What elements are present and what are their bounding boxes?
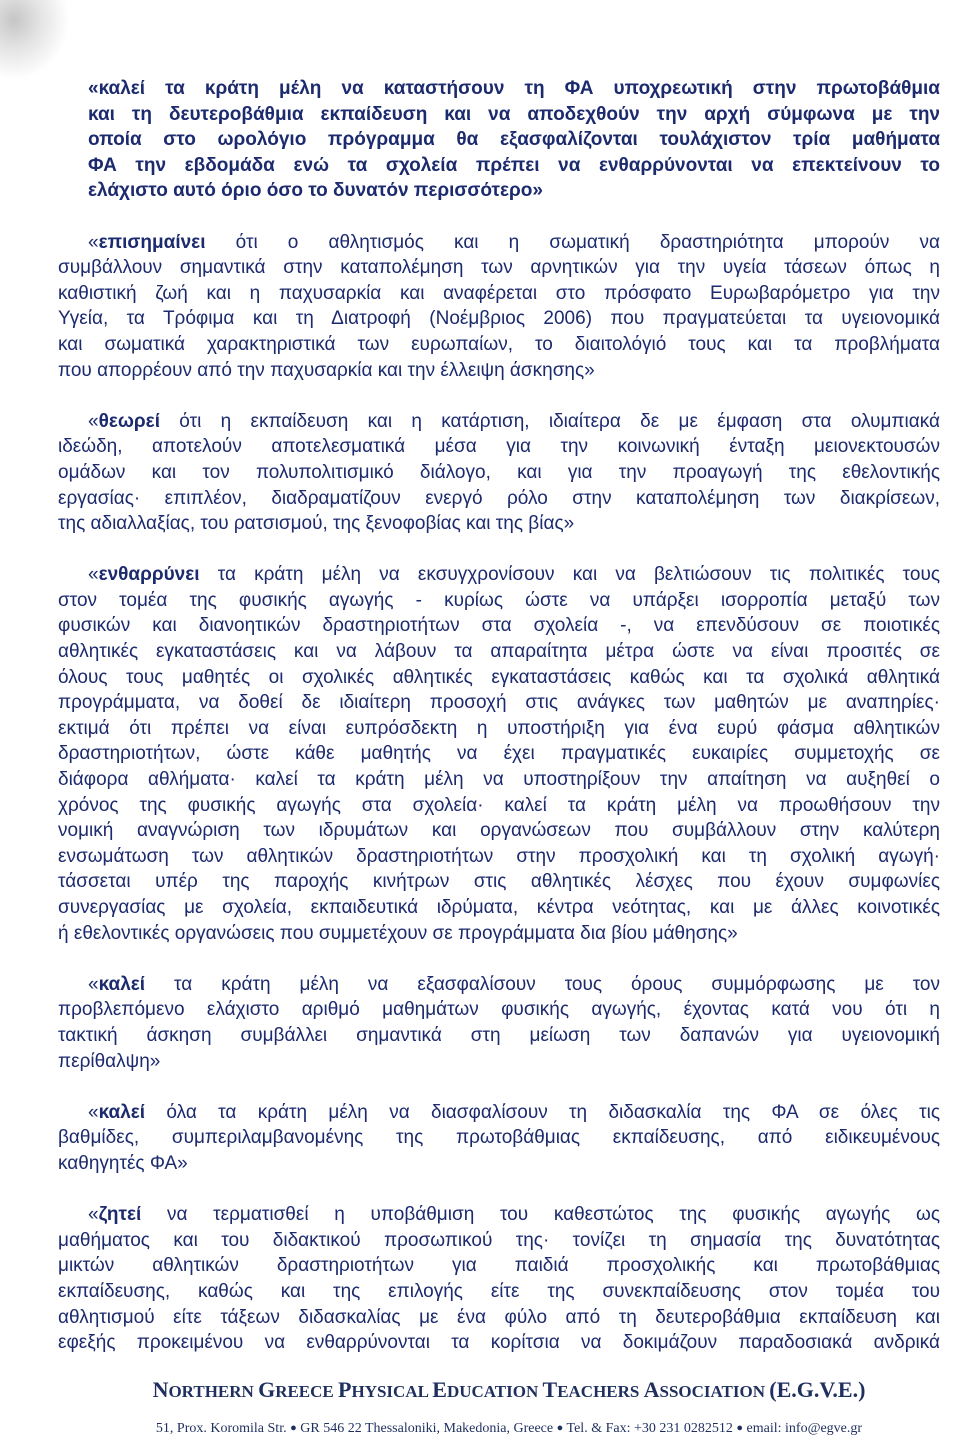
text-line: όλους τους μαθητές οι σχολικές αθλητικές εγκαταστάσεις καθώς και τα σχολικά αθλητικά xyxy=(58,666,940,688)
association-initial: P xyxy=(338,1377,352,1402)
text-line: ενσωμάτωση των αθλητικών δραστηριοτήτων στην προσχολική και τη σχολική αγωγή· xyxy=(58,845,940,867)
text-line: εκπαίδευσης, καθώς και της επιλογής είτε της συνεκπαίδευσης στον τομέα του xyxy=(58,1280,940,1302)
text-line: προγράμματα, να δοθεί δε ιδιαίτερη προσοχή στις ανάγκες των μαθητών με αναπηρίες· xyxy=(58,692,940,714)
opening-quote: « xyxy=(88,564,99,586)
text-line: χρόνος της φυσικής αγωγής στα σχολεία· καλεί τα κράτη μέλη να προωθήσουν την xyxy=(58,794,940,816)
opening-quote: « xyxy=(88,1101,99,1123)
opening-quote: « xyxy=(88,973,99,995)
clause-keyword: καλεί xyxy=(98,1101,146,1123)
association-initial: (E.G.V.E.) xyxy=(769,1377,866,1402)
clause-keyword: επισημαίνει xyxy=(98,231,206,253)
text-line: που απορρέουν από την παχυσαρκία και την έλλειψη άσκησης» xyxy=(58,359,595,381)
text-line: Υγεία, τα Τρόφιμα και τη Διατροφή (Νοέμβριος 2006) που πραγματεύεται τα υγειονομικά xyxy=(58,308,940,330)
text-line: της αδιαλλαξίας, του ρατσισμού, της ξενοφοβίας και της βίας» xyxy=(58,513,575,535)
text-line: ιδεώδη, αποτελούν αποτελεσματικά μέσα για την κοινωνική ένταξη μειονεκτουσών xyxy=(58,436,940,458)
clause-paragraph xyxy=(58,1202,940,1356)
text-line xyxy=(58,972,940,998)
text-line: βαθμίδες, συμπεριλαμβανομένης της πρωτοβάθμιας εκπαίδευσης, από ειδικευμένους xyxy=(58,1127,940,1149)
text-line: ομάδων και τον πολυπολιτισμικό διάλογο, και για την προαγωγή της εθελοντικής xyxy=(58,461,940,483)
bullet-separator: ● xyxy=(736,1422,744,1434)
association-initial: N xyxy=(152,1377,169,1402)
corner-watermark xyxy=(0,0,70,80)
text-line xyxy=(58,230,940,256)
footer-address: 51, Prox. Koromila Str. xyxy=(155,1421,287,1436)
association-initial: G xyxy=(258,1377,276,1402)
text-line: αθλητικές εγκαταστάσεις και να λάβουν τα απαραίτητα μέτρα ώστε να είναι προσιτές σε xyxy=(58,641,940,663)
clause-keyword: ενθαρρύνει xyxy=(98,564,200,586)
footer-phone: Tel. & Fax: +30 231 0282512 xyxy=(566,1421,733,1436)
text-line: οποία στο ωρολόγιο πρόγραμμα θα εξασφαλίζονται τουλάχιστον τρία μαθήματα xyxy=(88,129,940,151)
bullet-separator: ● xyxy=(556,1422,564,1434)
opening-quote: « xyxy=(88,410,99,432)
text-line: προβλεπόμενο ελάχιστο αριθμό μαθημάτων φυσικής αγωγής, έχοντας κατά νου ότι η xyxy=(58,999,940,1021)
text-line xyxy=(58,1100,940,1126)
text-line: εκτιμά ότι πρέπει να είναι ευπρόσδεκτη η υποστήριξη για ένα ευρύ φάσμα αθλητικών xyxy=(58,717,940,739)
text-line: εργασίας· επιπλέον, διαδραματίζουν ενεργό ρόλο στην καταπολέμηση των διακρίσεων, xyxy=(58,487,940,509)
text-line: καθιστική ζωή και η παχυσαρκία και αναφέρεται στο πρόσφατο Ευρωβαρόμετρο για την xyxy=(58,282,940,304)
association-initial: A xyxy=(643,1377,660,1402)
line-text: ότι η εκπαίδευση και η κατάρτιση, ιδιαίτερα δε με έμφαση στα ολυμπιακά xyxy=(179,410,940,432)
footer-city: GR 546 22 Thessaloniki, Makedonia, Greece xyxy=(300,1421,554,1436)
opening-quote: « xyxy=(88,231,99,253)
document-body xyxy=(58,76,940,1381)
clause-paragraph xyxy=(58,972,940,1074)
text-line: και τη δευτεροβάθμια εκπαίδευση και να αποδεχθούν την αρχή σύμφωνα με την xyxy=(88,103,940,125)
footer-contact xyxy=(58,1419,960,1438)
line-text: τα κράτη μέλη να εκσυγχρονίσουν και να βελτιώσουν τις πολιτικές τους xyxy=(217,564,940,586)
association-initial: E xyxy=(432,1377,447,1402)
association-name: NORTHERN GREECE PHYSICAL EDUCATION TEACHERS ASSOCIATION (E.G.V.E.) xyxy=(152,1377,866,1402)
text-line: ή εθελοντικές οργανώσεις που συμμετέχουν σε προγράμματα δια βίου μάθησης» xyxy=(58,922,738,944)
clause-keyword: καλεί xyxy=(98,973,146,995)
clause-paragraph xyxy=(58,230,940,384)
text-line: μικτών αθλητικών δραστηριοτήτων για παιδιά προσχολικής και πρωτοβάθμιας xyxy=(58,1255,940,1277)
text-line: «καλεί τα κράτη μέλη να καταστήσουν τη ΦΑ υποχρεωτική στην πρωτοβάθμια xyxy=(88,78,940,99)
text-line: ελάχιστο αυτό όριο όσο το δυνατόν περισσότερο» xyxy=(88,180,543,202)
footer-email: email: info@egve.gr xyxy=(746,1421,863,1436)
association-initial: T xyxy=(542,1377,558,1402)
clause-keyword: ζητεί xyxy=(98,1204,142,1226)
clause-paragraph xyxy=(58,562,940,946)
text-line xyxy=(58,562,940,588)
line-text: ότι ο αθλητισμός και η σωματική δραστηριότητα μπορούν να xyxy=(235,231,940,253)
text-line: τάσσεται υπέρ της παροχής κινήτρων στις αθλητικές λέσχες που έχουν συμφωνίες xyxy=(58,871,940,893)
line-text: όλα τα κράτη μέλη να διασφαλίσουν τη διδασκαλία της ΦΑ σε όλες τις xyxy=(166,1101,940,1123)
text-line: νομική αναγνώριση των ιδρυμάτων και οργανώσεων που συμβάλλουν στην καλύτερη xyxy=(58,820,940,842)
text-line: ΦΑ την εβδομάδα ενώ τα σχολεία πρέπει να ενθαρρύνονται να επεκτείνουν το xyxy=(88,154,940,176)
clause-keyword: θεωρεί xyxy=(98,410,160,432)
text-line xyxy=(58,1202,940,1228)
text-line: στον τομέα της φυσικής αγωγής - κυρίως ώστε να υπάρξει ισορροπία μεταξύ των xyxy=(58,589,940,611)
text-line: δραστηριοτήτων, ώστε κάθε μαθητής να έχει πραγματικές ευκαιρίες συμμετοχής σε xyxy=(58,743,940,765)
clause-paragraph xyxy=(58,1100,940,1177)
text-line: εφεξής προκειμένου να ενθαρρύνονται τα κορίτσια να δοκιμάζουν παραδοσιακά ανδρικά xyxy=(58,1332,940,1354)
text-line xyxy=(58,409,940,435)
text-line: μαθήματος και του διδακτικού προσωπικού της· τονίζει τη σημασία της δυνατότητας xyxy=(58,1229,940,1251)
opening-quote: « xyxy=(88,1204,99,1226)
line-text: τα κράτη μέλη να εξασφαλίσουν τους όρους συμμόρφωσης με τον xyxy=(174,973,940,995)
text-line: συμβάλλουν σημαντικά στην καταπολέμηση των αρνητικών για την υγεία τάσεων όπως η xyxy=(58,257,940,279)
line-text: να τερματισθεί η υποβάθμιση του καθεστώτος της φυσικής αγωγής ως xyxy=(166,1204,940,1226)
text-line: διάφορα αθλήματα· καλεί τα κράτη μέλη να υποστηρίξουν την απαίτηση να αυξηθεί ο xyxy=(58,769,940,791)
bullet-separator: ● xyxy=(290,1422,297,1434)
text-line: συνεργασίας με σχολεία, εκπαιδευτικά ιδρύματα, κέντρα νεότητας, και με άλλες κοινοτικές xyxy=(58,897,940,918)
text-line: περίθαλψη» xyxy=(58,1050,161,1072)
text-line: και σωματικά χαρακτηριστικά των ευρωπαίων, το διαιτολόγιό τους και τα προβλήματα xyxy=(58,333,940,355)
text-line: φυσικών και διανοητικών δραστηριοτήτων στα σχολεία -, να επενδύσουν σε ποιοτικές xyxy=(58,615,940,637)
intro-paragraph xyxy=(88,76,940,204)
text-line: τακτική άσκηση συμβάλλει σημαντικά στη μείωση των δαπανών για υγειονομική xyxy=(58,1024,940,1046)
clause-paragraph xyxy=(58,409,940,537)
text-line: αθλητισμού είτε τάξεων διδασκαλίας με ένα φύλο από τη δευτεροβάθμια εκπαίδευση και xyxy=(58,1306,940,1328)
text-line: καθηγητές ΦΑ» xyxy=(58,1152,188,1174)
